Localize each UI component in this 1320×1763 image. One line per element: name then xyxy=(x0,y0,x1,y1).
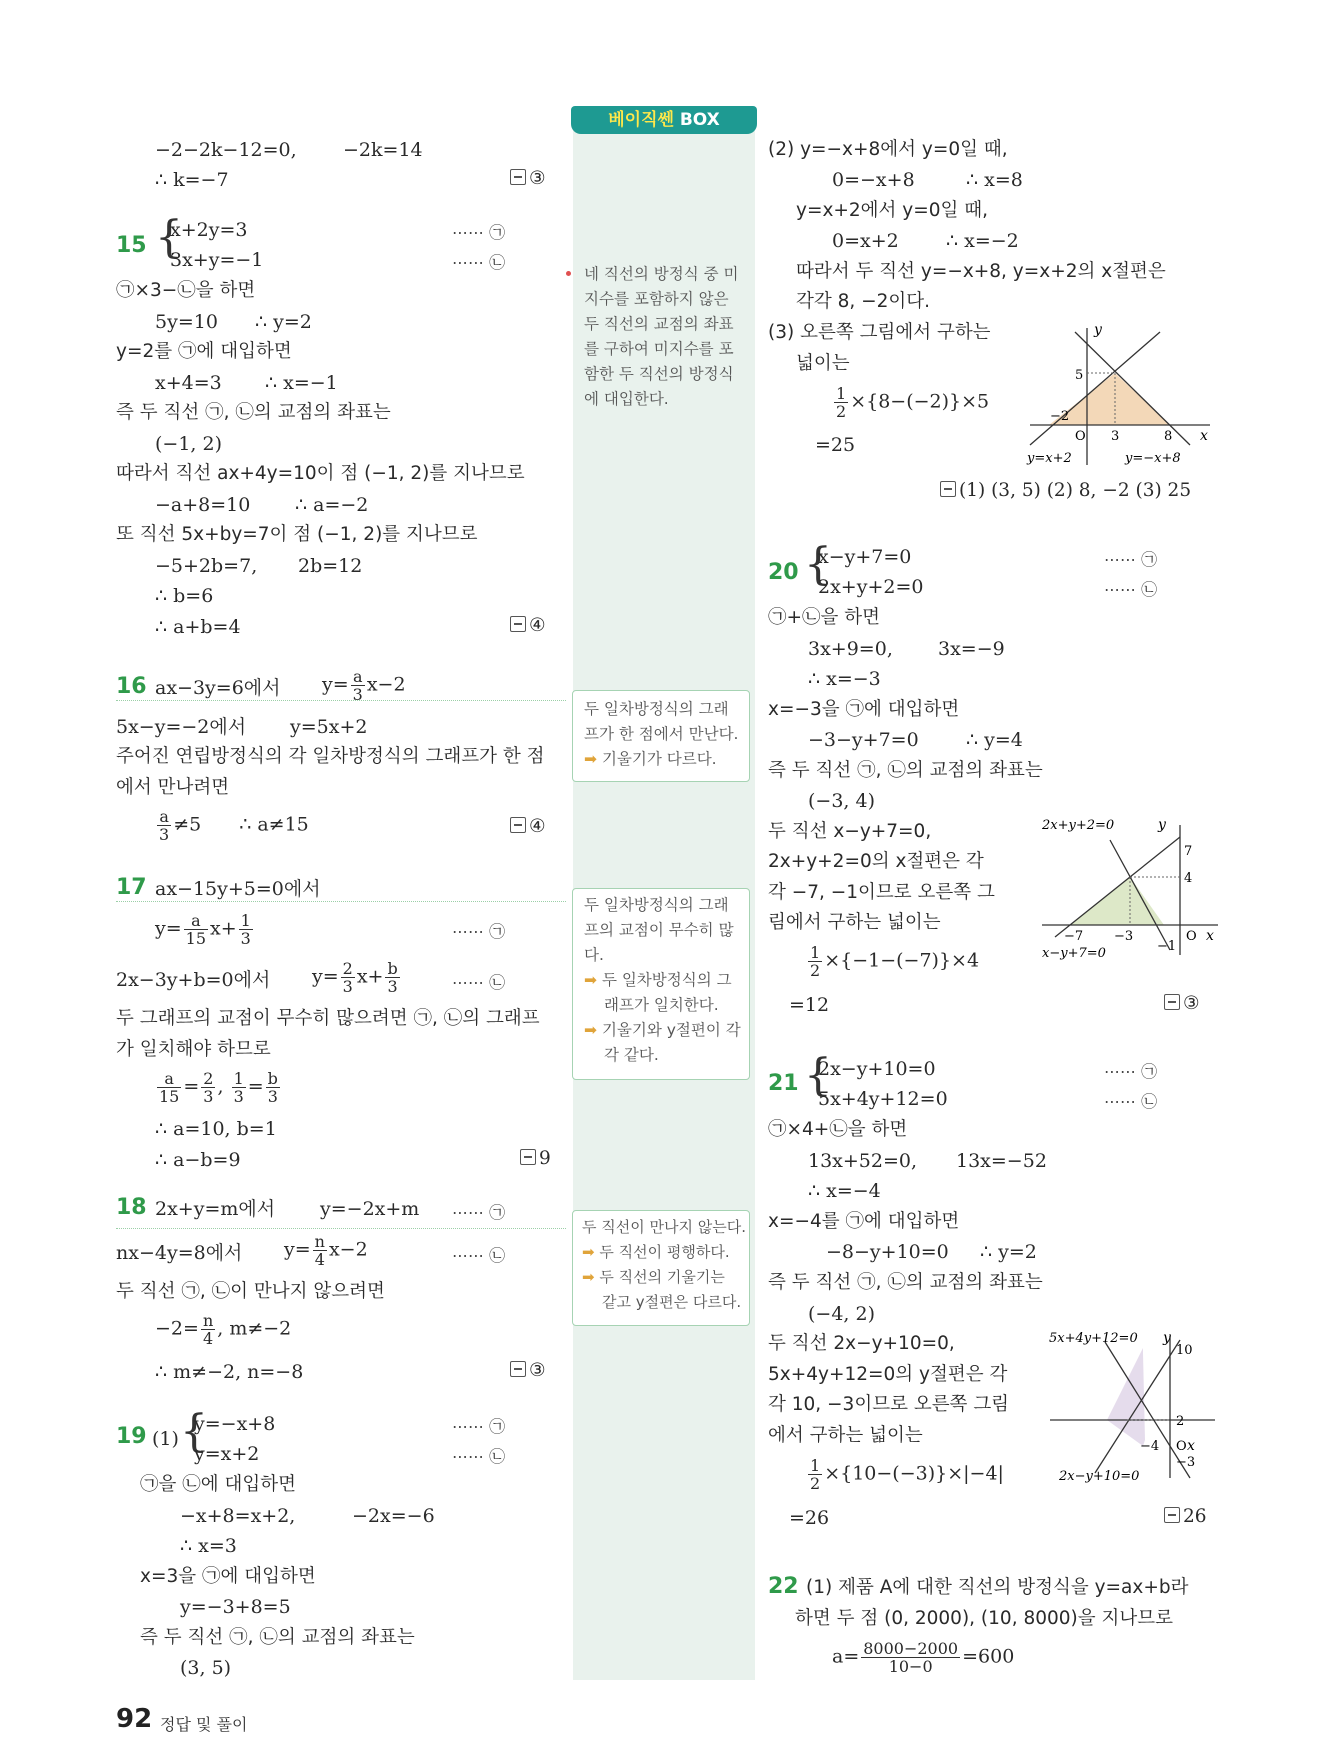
p15-step9: 또 직선 5x+by=7이 점 (−1, 2)를 지나므로 xyxy=(116,524,478,545)
p15-eq2: 3x+y=−1 xyxy=(170,249,264,271)
p20-answer: ③ xyxy=(1164,993,1200,1014)
sidebar-note-1: 네 직선의 방정식 중 미 지수를 포함하지 않은 두 직선의 교점의 좌표 를 구하여 미지수를 포 함한 두 직선의 방정식 에 대입한다. xyxy=(584,265,739,408)
p17-line4: 두 그래프의 교점이 무수히 많으려면 ㉠, ㉡의 그래프 xyxy=(116,1008,540,1029)
p15-step5: 즉 두 직선 ㉠, ㉡의 교점의 좌표는 xyxy=(116,402,391,423)
graph-label: −7 xyxy=(1064,929,1084,944)
p17-line3a: 2x−3y+b=0에서 xyxy=(116,969,271,991)
graph-label: 10 xyxy=(1176,1343,1193,1358)
graph-label: 4 xyxy=(1184,871,1193,886)
brace-icon: { xyxy=(155,212,183,263)
p19b-line2a: 0=−x+8 xyxy=(832,169,915,191)
p17-tag1: ⋯⋯ ㉠ xyxy=(452,922,506,941)
p19b-line1: (2) y=−x+8에서 y=0일 때, xyxy=(768,139,1008,160)
p15-step2a: 5y=10 xyxy=(155,311,218,333)
p21-line6: 즉 두 직선 ㉠, ㉡의 교점의 좌표는 xyxy=(768,1272,1043,1293)
p14-line2: ∴ k=−7 xyxy=(155,169,229,191)
graph-label: O xyxy=(1176,1439,1187,1454)
graph-label: y xyxy=(1094,322,1102,338)
p21-line13: =26 xyxy=(789,1507,830,1529)
answer-icon xyxy=(520,1149,536,1165)
p19-line2b: −2x=−6 xyxy=(352,1505,435,1527)
answer-icon xyxy=(940,481,956,497)
graph-19 xyxy=(1020,320,1215,470)
graph-label: −1 xyxy=(1157,939,1177,954)
p20-line7: (−3, 4) xyxy=(808,790,876,812)
p17-line7: ∴ a=10, b=1 xyxy=(155,1118,277,1140)
p18-line3: 두 직선 ㉠, ㉡이 만나지 않으려면 xyxy=(116,1281,385,1302)
problem-number-20: 20 xyxy=(768,560,799,585)
problem-number-17: 17 xyxy=(116,875,147,900)
graph-label: y=−x+8 xyxy=(1125,451,1181,466)
p19b-line5: 따라서 두 직선 y=−x+8, y=x+2의 x절편은 xyxy=(796,261,1166,282)
p15-eq1: x+2y=3 xyxy=(170,219,248,241)
p19-line5: y=−3+8=5 xyxy=(180,1596,291,1618)
p16-answer: ④ xyxy=(510,816,546,837)
p19b-line8: 넓이는 xyxy=(796,353,850,374)
p20-line13: =12 xyxy=(789,994,830,1016)
p17-answer: 9 xyxy=(520,1148,551,1169)
graph-label: x xyxy=(1200,428,1208,444)
answer-icon xyxy=(510,817,526,833)
graph-label: 2 xyxy=(1176,1414,1185,1429)
p16-line5: $\frac{a}{3}$ ≠5 ∴ a≠15 xyxy=(159,807,309,844)
graph-label: O xyxy=(1186,929,1197,944)
page-number: 92 xyxy=(116,1704,153,1734)
p18-answer: ③ xyxy=(510,1360,546,1381)
p16-line2a: 5x−y=−2에서 xyxy=(116,716,247,738)
problem-number-19: 19 xyxy=(116,1424,147,1449)
p19-tag1: ⋯⋯ ㉠ xyxy=(452,1417,506,1436)
page-label: 정답 및 풀이 xyxy=(160,1715,248,1734)
p21-line2b: 13x=−52 xyxy=(956,1150,1047,1172)
p16-line1a: ax−3y=6에서 xyxy=(155,677,281,699)
graph-label: −2 xyxy=(1050,409,1070,424)
p21-tag1: ⋯⋯ ㉠ xyxy=(1104,1062,1158,1081)
graph-label: 3 xyxy=(1111,429,1120,444)
graph-label: y=x+2 xyxy=(1027,451,1072,466)
answer-icon xyxy=(1164,1507,1180,1523)
line-y-minus-x-plus-8 xyxy=(1075,332,1190,445)
p17-line8: ∴ a−b=9 xyxy=(155,1149,241,1171)
p14-answer: ③ xyxy=(510,168,546,189)
p16-line1: y= $\frac{a}{3}$ x−2 xyxy=(322,667,406,704)
p15-step4a: x+4=3 xyxy=(155,372,222,394)
answer-icon xyxy=(1164,994,1180,1010)
p15-step10a: −5+2b=7, xyxy=(155,555,258,577)
p20-line5b: ∴ y=4 xyxy=(966,729,1023,751)
p19-line7: (3, 5) xyxy=(180,1657,232,1679)
graph-label: y xyxy=(1163,1330,1171,1346)
p21-line5a: −8−y+10=0 xyxy=(826,1241,949,1263)
p19b-line6: 각각 8, −2이다. xyxy=(796,291,931,312)
brace-icon: { xyxy=(180,1406,208,1457)
p17-line6: $\frac{a}{15}$ = $\frac{2}{3}$ , $\frac{1}{3}$ = $\frac{b}{3}$ xyxy=(159,1069,278,1106)
p17-line3: y= $\frac{2}{3}$ x+ $\frac{b}{3}$ xyxy=(312,959,398,996)
graph-label: x xyxy=(1187,1438,1195,1454)
graph-label: 5x+4y+12=0 xyxy=(1049,1331,1138,1346)
p21-line1: ㉠×4+㉡을 하면 xyxy=(768,1119,908,1140)
p18-tag1: ⋯⋯ ㉠ xyxy=(452,1203,506,1222)
p21-eq1: 2x−y+10=0 xyxy=(818,1058,936,1080)
p19-line2a: −x+8=x+2, xyxy=(180,1505,296,1527)
brace-icon: { xyxy=(804,539,832,590)
graph-label: 7 xyxy=(1184,844,1193,859)
p19-eq1: y=−x+8 xyxy=(194,1413,276,1435)
p15-step8a: −a+8=10 xyxy=(155,494,251,516)
p21-line8: 두 직선 2x−y+10=0, xyxy=(768,1333,955,1354)
p19-tag2: ⋯⋯ ㉡ xyxy=(452,1447,506,1466)
sidebar-note-2-text: 두 일차방정식의 그래 프가 한 점에서 만난다. ➡ 기울기가 다르다. xyxy=(584,700,739,768)
p17-tag2: ⋯⋯ ㉡ xyxy=(452,973,506,992)
graph-label: 8 xyxy=(1164,429,1173,444)
p19-eq2: y=x+2 xyxy=(194,1443,260,1465)
p19-line3: ∴ x=3 xyxy=(180,1535,237,1557)
p20-line11: 림에서 구하는 넓이는 xyxy=(768,912,941,933)
graph-label: x xyxy=(1206,928,1214,944)
p20-line4: x=−3을 ㉠에 대입하면 xyxy=(768,699,960,720)
p21-line11: 에서 구하는 넓이는 xyxy=(768,1425,923,1446)
p20-eq1: x−y+7=0 xyxy=(818,546,912,568)
problem-number-18: 18 xyxy=(116,1195,147,1220)
problem-number-16: 16 xyxy=(116,674,147,699)
p22-line2: 하면 두 점 (0, 2000), (10, 8000)을 지나므로 xyxy=(795,1608,1173,1629)
p20-line2a: 3x+9=0, xyxy=(808,638,893,660)
p15-answer: ④ xyxy=(510,615,546,636)
p18-tag2: ⋯⋯ ㉡ xyxy=(452,1246,506,1265)
line-y-x-plus-2 xyxy=(1030,332,1160,445)
p21-line3: ∴ x=−4 xyxy=(808,1180,881,1202)
problem-number-15: 15 xyxy=(116,233,147,258)
answer-icon xyxy=(510,1361,526,1377)
p18-line2: y= $\frac{n}{4}$ x−2 xyxy=(284,1232,368,1269)
p19-line1: ㉠을 ㉡에 대입하면 xyxy=(140,1474,296,1495)
p20-line6: 즉 두 직선 ㉠, ㉡의 교점의 좌표는 xyxy=(768,760,1043,781)
p21-line12: $\frac{1}{2}$ ×{10−(−3)}×|−4| xyxy=(810,1456,1004,1493)
p15-step6: (−1, 2) xyxy=(155,433,223,455)
graph-21 xyxy=(1045,1328,1220,1488)
p18-line4: −2= $\frac{n}{4}$ , m≠−2 xyxy=(155,1311,292,1348)
p15-step4b: ∴ x=−1 xyxy=(265,372,338,394)
p19-answer: (1) (3, 5) (2) 8, −2 (3) 25 xyxy=(940,480,1191,501)
problem-number-21: 21 xyxy=(768,1071,799,1096)
p19-line4: x=3을 ㉠에 대입하면 xyxy=(140,1566,316,1587)
graph-label: 2x+y+2=0 xyxy=(1042,818,1115,833)
p22-line1: (1) 제품 A에 대한 직선의 방정식을 y=ax+b라 xyxy=(806,1577,1189,1598)
p15-step2b: ∴ y=2 xyxy=(255,311,312,333)
area-triangle xyxy=(1143,1353,1145,1446)
p16-line4: 에서 만나려면 xyxy=(116,777,230,798)
p17-line5: 가 일치해야 하므로 xyxy=(116,1039,271,1060)
p21-tag2: ⋯⋯ ㉡ xyxy=(1104,1092,1158,1111)
p21-line5b: ∴ y=2 xyxy=(980,1241,1037,1263)
sidebar-note-3-text: 두 일차방정식의 그래 프의 교점이 무수히 많 다. ➡ 두 일차방정식의 그 래프가 일치한다. ➡ 기울기와 y절편이 각 각 같다. xyxy=(584,896,741,1064)
p21-line4: x=−4를 ㉠에 대입하면 xyxy=(768,1211,960,1232)
p20-line9: 2x+y+2=0의 x절편은 각 xyxy=(768,851,984,872)
p14-line1b: −2k=14 xyxy=(343,139,423,161)
graph-label: O xyxy=(1075,429,1086,444)
p18-line2a: nx−4y=8에서 xyxy=(116,1242,243,1264)
p16-line3: 주어진 연립방정식의 각 일차방정식의 그래프가 한 점 xyxy=(116,746,545,767)
p18-line1b: y=−2x+m xyxy=(320,1198,420,1220)
p15-tag1: ⋯⋯ ㉠ xyxy=(452,223,506,242)
graph-label: y xyxy=(1158,817,1166,833)
p15-step1: ㉠×3−㉡을 하면 xyxy=(116,280,256,301)
p15-tag2: ⋯⋯ ㉡ xyxy=(452,253,506,272)
brace-icon: { xyxy=(804,1050,832,1101)
p19b-line4a: 0=x+2 xyxy=(832,230,899,252)
p20-line3: ∴ x=−3 xyxy=(808,668,881,690)
p15-step10b: 2b=12 xyxy=(298,555,363,577)
area-triangle xyxy=(1107,1348,1143,1446)
p21-line7: (−4, 2) xyxy=(808,1303,876,1325)
graph-label: 2x−y+10=0 xyxy=(1059,1469,1140,1484)
area-triangle xyxy=(1070,877,1164,925)
p21-eq2: 5x+4y+12=0 xyxy=(818,1088,948,1110)
p19b-line4b: ∴ x=−2 xyxy=(946,230,1019,252)
p19b-line3: y=x+2에서 y=0일 때, xyxy=(796,200,989,221)
graph-20 xyxy=(1040,815,1220,965)
graph-label: 5 xyxy=(1075,368,1084,383)
p15-step8b: ∴ a=−2 xyxy=(295,494,369,516)
p15-step12: ∴ a+b=4 xyxy=(155,616,241,638)
p22-line3: a= $\frac{8000-2000}{10-0}$ =600 xyxy=(832,1639,1015,1676)
p20-eq2: 2x+y+2=0 xyxy=(818,576,924,598)
sidebar-header: 베이직쎈 BOX xyxy=(571,106,757,134)
p18-line5: ∴ m≠−2, n=−8 xyxy=(155,1361,304,1383)
p20-tag2: ⋯⋯ ㉡ xyxy=(1104,580,1158,599)
p21-line10: 각 10, −3이므로 오른쪽 그림 xyxy=(768,1394,1010,1415)
p21-line2a: 13x+52=0, xyxy=(808,1150,918,1172)
p14-line1a: −2−2k−12=0, xyxy=(155,139,297,161)
graph-label: −3 xyxy=(1176,1455,1196,1470)
graph-label: −4 xyxy=(1140,1439,1160,1454)
p19-part1: (1) xyxy=(152,1428,179,1450)
p20-line10: 각 −7, −1이므로 오른쪽 그 xyxy=(768,882,995,903)
p20-line1: ㉠+㉡을 하면 xyxy=(768,607,880,628)
p19b-line7: (3) 오른쪽 그림에서 구하는 xyxy=(768,322,991,343)
p20-tag1: ⋯⋯ ㉠ xyxy=(1104,550,1158,569)
p15-step7: 따라서 직선 ax+4y=10이 점 (−1, 2)를 지나므로 xyxy=(116,463,525,484)
answer-icon xyxy=(510,169,526,185)
p17-line2: y= $\frac{a}{15}$ x+ $\frac{1}{3}$ xyxy=(155,911,251,948)
p20-line5a: −3−y+7=0 xyxy=(808,729,919,751)
p19b-line2b: ∴ x=8 xyxy=(966,169,1023,191)
graph-label: −3 xyxy=(1114,929,1134,944)
note-marker xyxy=(566,271,571,276)
answer-icon xyxy=(510,616,526,632)
p19b-line9: $\frac{1}{2}$ ×{8−(−2)}×5 xyxy=(836,384,990,421)
divider xyxy=(116,901,566,902)
p21-line9: 5x+4y+12=0의 y절편은 각 xyxy=(768,1364,1008,1385)
sidebar-note-4-text: 두 직선이 만나지 않는다. ➡ 두 직선이 평행하다. ➡ 두 직선의 기울기는 같고 y절편은 다르다. xyxy=(582,1218,746,1311)
p18-line1a: 2x+y=m에서 xyxy=(155,1198,276,1220)
p20-line12: $\frac{1}{2}$ ×{−1−(−7)}×4 xyxy=(810,943,980,980)
p16-line2b: y=5x+2 xyxy=(290,716,368,738)
problem-number-22: 22 xyxy=(768,1574,799,1599)
divider xyxy=(116,1228,566,1229)
p21-answer: 26 xyxy=(1164,1506,1207,1527)
p20-line8: 두 직선 x−y+7=0, xyxy=(768,821,932,842)
p17-line1: ax−15y+5=0에서 xyxy=(155,878,321,900)
graph-label: x−y+7=0 xyxy=(1042,946,1106,961)
p15-step11: ∴ b=6 xyxy=(155,585,214,607)
p19-line6: 즉 두 직선 ㉠, ㉡의 교점의 좌표는 xyxy=(140,1627,415,1648)
p19b-line10: =25 xyxy=(815,434,856,456)
p20-line2b: 3x=−9 xyxy=(938,638,1005,660)
p15-step3: y=2를 ㉠에 대입하면 xyxy=(116,341,292,362)
